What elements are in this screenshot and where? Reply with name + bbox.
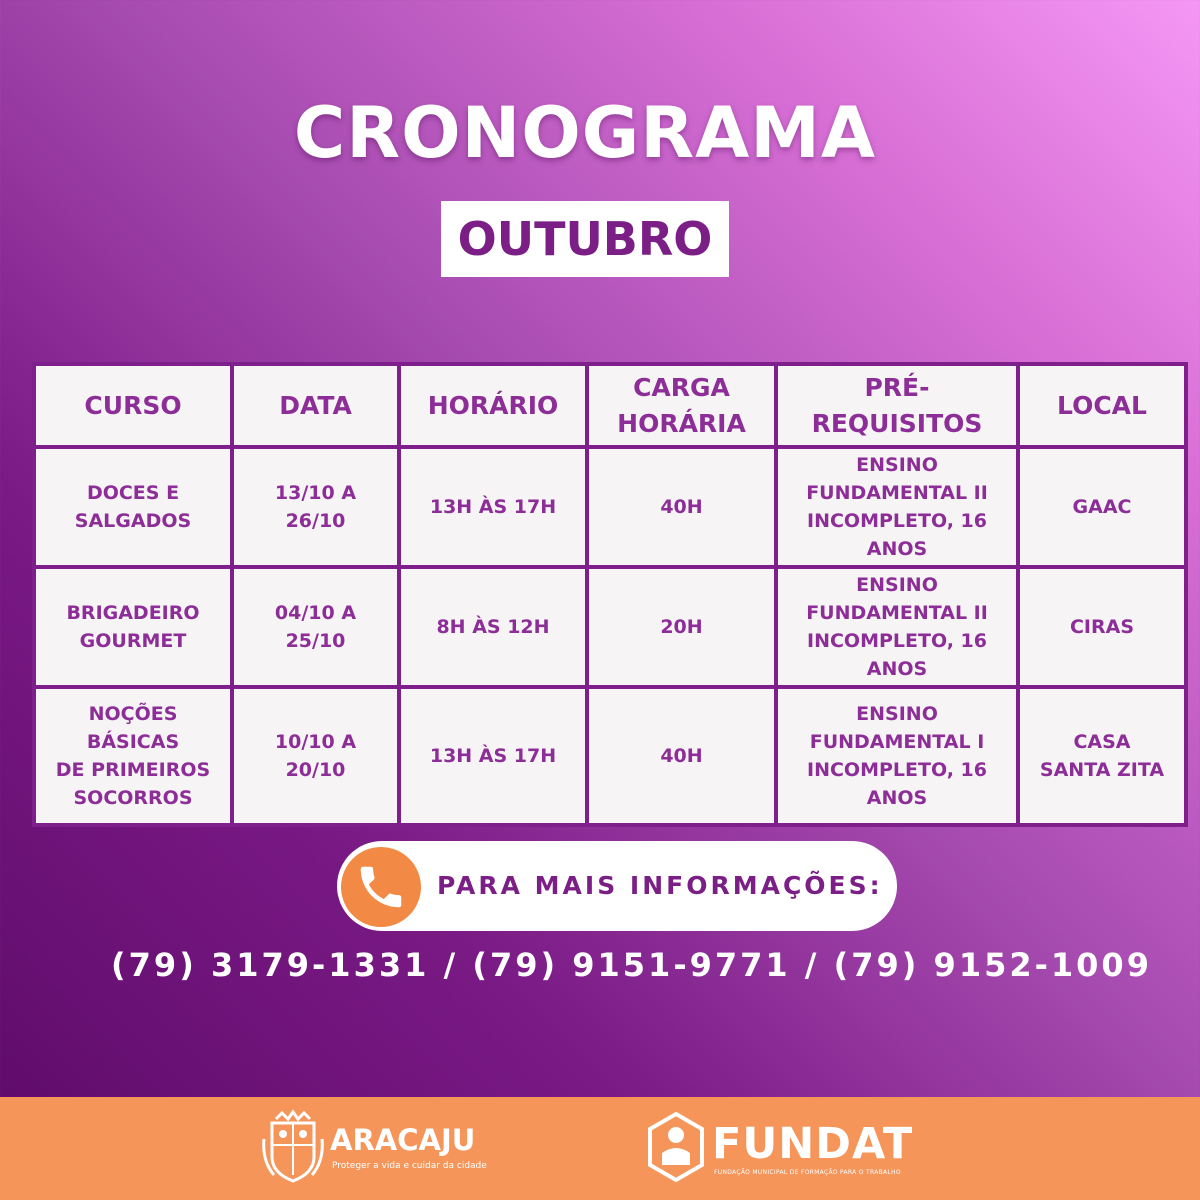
cell-carga-horaria: 40H <box>587 447 776 567</box>
column-header-pre-requisitos: PRÉ- REQUISITOS <box>776 364 1018 447</box>
fundat-name: FUNDAT <box>712 1119 914 1169</box>
schedule-table <box>32 362 1188 827</box>
phone-numbers: (79) 3179-1331 / (79) 9151-9771 / (79) 9152-1009 <box>111 946 1152 984</box>
more-info-banner <box>337 841 897 931</box>
table-header-row <box>34 364 1186 447</box>
aracaju-name: ARACAJU <box>330 1123 476 1157</box>
table-row <box>34 447 1186 567</box>
aracaju-tagline: Proteger a vida e cuidar da cidade <box>332 1161 487 1171</box>
cell-curso: NOÇÕES BÁSICAS DE PRIMEIROS SOCORROS <box>34 687 232 825</box>
cell-curso: BRIGADEIRO GOURMET <box>34 567 232 687</box>
column-header-curso: CURSO <box>34 364 232 447</box>
cell-data: 13/10 A 26/10 <box>232 447 399 567</box>
page-title: CRONOGRAMA <box>293 92 877 174</box>
cell-horario: 13H ÀS 17H <box>399 687 587 825</box>
column-header-local: LOCAL <box>1018 364 1186 447</box>
cell-carga-horaria: 20H <box>587 567 776 687</box>
fundat-logo <box>646 1111 914 1189</box>
aracaju-logo <box>260 1109 490 1187</box>
footer-bar <box>0 1097 1200 1200</box>
cell-local: CIRAS <box>1018 567 1186 687</box>
cell-curso: DOCES E SALGADOS <box>34 447 232 567</box>
table-row <box>34 687 1186 825</box>
column-header-data: DATA <box>232 364 399 447</box>
cell-local: GAAC <box>1018 447 1186 567</box>
column-header-horario: HORÁRIO <box>399 364 587 447</box>
month-badge <box>441 201 729 277</box>
column-header-carga-horaria: CARGA HORÁRIA <box>587 364 776 447</box>
cell-data: 04/10 A 25/10 <box>232 567 399 687</box>
cell-horario: 8H ÀS 12H <box>399 567 587 687</box>
cell-horario: 13H ÀS 17H <box>399 447 587 567</box>
fundat-hexagon-icon <box>646 1111 706 1183</box>
phone-icon <box>341 847 421 927</box>
cell-carga-horaria: 40H <box>587 687 776 825</box>
cell-pre-requisitos: ENSINO FUNDAMENTAL I INCOMPLETO, 16 ANOS <box>776 687 1018 825</box>
month-label: OUTUBRO <box>457 212 713 266</box>
aracaju-coat-of-arms-icon <box>260 1109 326 1187</box>
cell-data: 10/10 A 20/10 <box>232 687 399 825</box>
cell-local: CASA SANTA ZITA <box>1018 687 1186 825</box>
cell-pre-requisitos: ENSINO FUNDAMENTAL II INCOMPLETO, 16 ANOS <box>776 447 1018 567</box>
cell-pre-requisitos: ENSINO FUNDAMENTAL II INCOMPLETO, 16 ANOS <box>776 567 1018 687</box>
table-row <box>34 567 1186 687</box>
more-info-label: PARA MAIS INFORMAÇÕES: <box>437 871 883 900</box>
fundat-tagline: FUNDAÇÃO MUNICIPAL DE FORMAÇÃO PARA O TRABALHO <box>714 1169 901 1176</box>
